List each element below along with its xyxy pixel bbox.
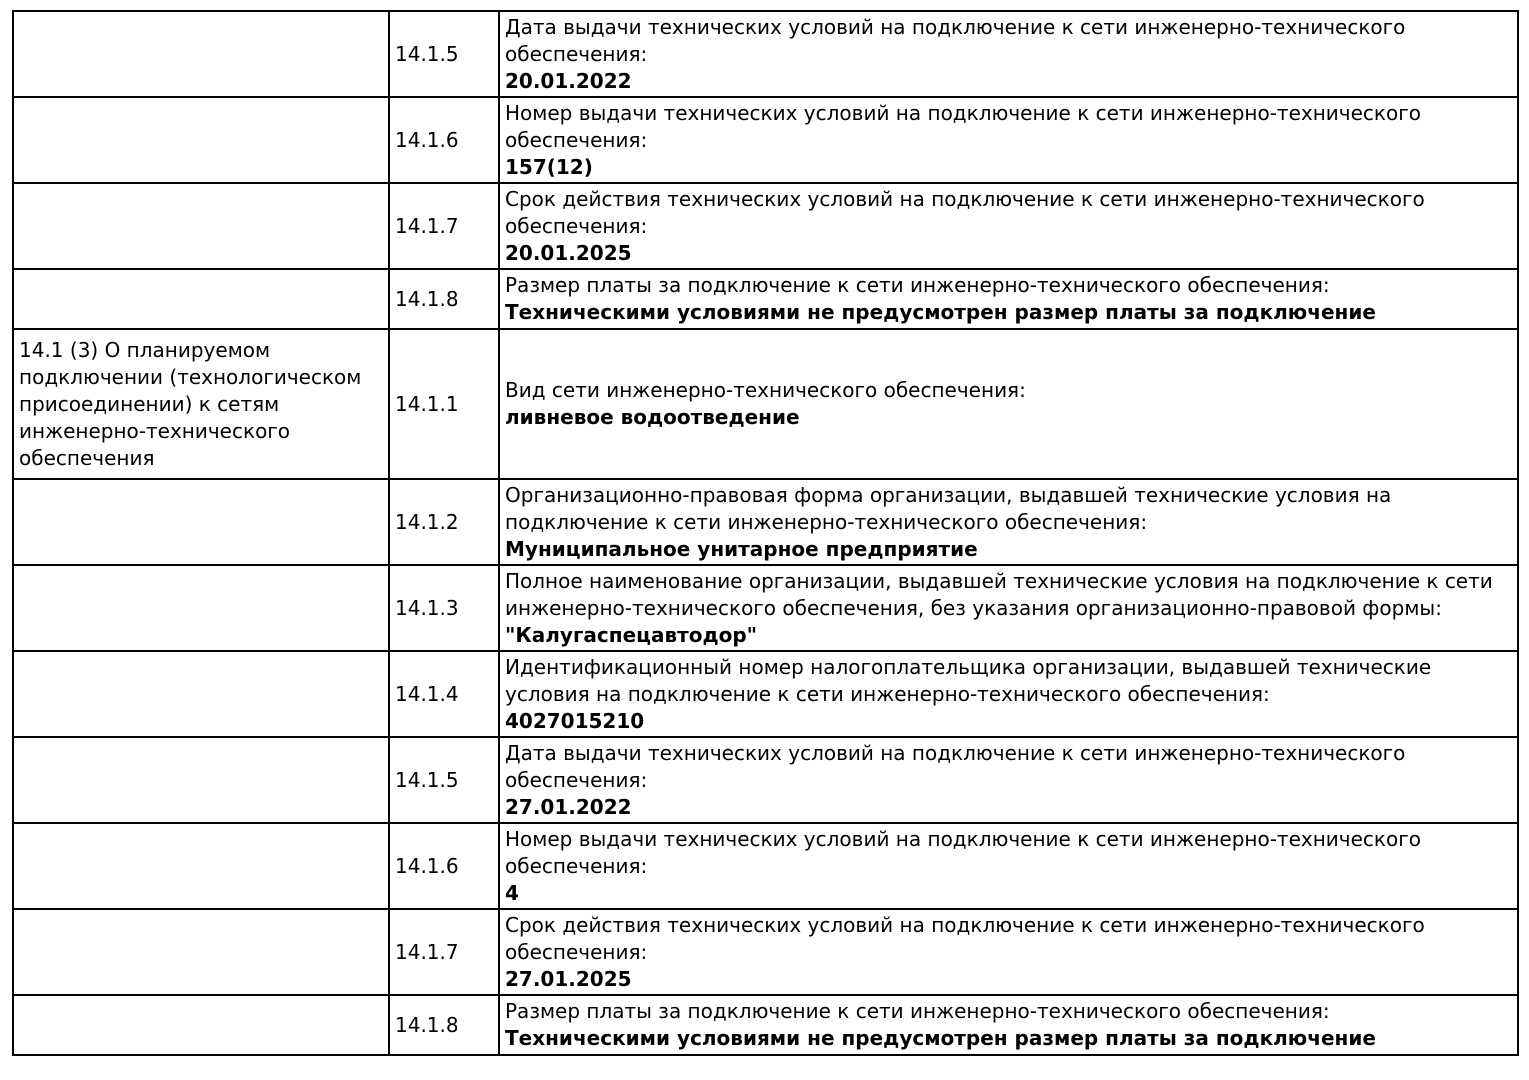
tech-conditions-table xyxy=(12,10,1519,1056)
field-value: "Калугаспецавтодор" xyxy=(505,622,758,647)
code-cell: 14.1.7 xyxy=(389,183,499,269)
code-cell: 14.1.5 xyxy=(389,11,499,97)
code-cell: 14.1.7 xyxy=(389,909,499,995)
field-value: 20.01.2022 xyxy=(505,68,632,93)
table-row xyxy=(13,11,1518,97)
field-label: Дата выдачи технических условий на подключение к сети инженерно-технического обеспечения: xyxy=(505,740,1406,792)
content-cell xyxy=(499,269,1518,329)
table-row-section xyxy=(13,329,1518,479)
table-row xyxy=(13,269,1518,329)
field-label: Полное наименование организации, выдавшей технические условия на подключение к сети инженерно-технического обеспечения, без указания организационно-правовой формы: xyxy=(505,568,1493,620)
content-cell xyxy=(499,565,1518,651)
field-label: Срок действия технических условий на подключение к сети инженерно-технического обеспечения: xyxy=(505,186,1425,238)
field-label: Номер выдачи технических условий на подключение к сети инженерно-технического обеспечения: xyxy=(505,100,1421,152)
code-cell: 14.1.3 xyxy=(389,565,499,651)
table-row xyxy=(13,909,1518,995)
field-value: ливневое водоотведение xyxy=(505,405,800,429)
table-row xyxy=(13,651,1518,737)
section-cell: 14.1 (3) О планируемом подключении (технологическом присоединении) к сетям инженерно-технического обеспечения xyxy=(13,329,389,479)
code-cell: 14.1.2 xyxy=(389,479,499,565)
table-row xyxy=(13,995,1518,1055)
section-cell xyxy=(13,909,389,995)
table-row xyxy=(13,823,1518,909)
field-label: Срок действия технических условий на подключение к сети инженерно-технического обеспечения: xyxy=(505,912,1425,964)
field-value: 20.01.2025 xyxy=(505,240,632,265)
field-value: 4 xyxy=(505,880,519,905)
content-cell xyxy=(499,995,1518,1055)
section-cell xyxy=(13,995,389,1055)
section-cell xyxy=(13,479,389,565)
field-value: 27.01.2025 xyxy=(505,966,632,991)
code-cell: 14.1.4 xyxy=(389,651,499,737)
content-cell xyxy=(499,651,1518,737)
content-cell xyxy=(499,97,1518,183)
field-value: 27.01.2022 xyxy=(505,794,632,819)
field-label: Вид сети инженерно-технического обеспечения: xyxy=(505,378,1026,402)
section-cell xyxy=(13,823,389,909)
section-cell xyxy=(13,737,389,823)
table-row xyxy=(13,565,1518,651)
field-value: Техническими условиями не предусмотрен размер платы за подключение xyxy=(505,300,1376,324)
table-body xyxy=(13,11,1518,1055)
code-cell: 14.1.8 xyxy=(389,269,499,329)
table-row xyxy=(13,183,1518,269)
content-cell xyxy=(499,909,1518,995)
table-row xyxy=(13,737,1518,823)
field-value: 4027015210 xyxy=(505,708,645,733)
content-cell xyxy=(499,183,1518,269)
content-cell xyxy=(499,329,1518,479)
table-row xyxy=(13,97,1518,183)
code-cell: 14.1.1 xyxy=(389,329,499,479)
field-label: Организационно-правовая форма организации, выдавшей технические условия на подключение к сети инженерно-технического обеспечения: xyxy=(505,482,1392,534)
code-cell: 14.1.5 xyxy=(389,737,499,823)
section-cell xyxy=(13,183,389,269)
section-cell xyxy=(13,269,389,329)
field-label: Размер платы за подключение к сети инженерно-технического обеспечения: xyxy=(505,273,1330,297)
field-value: Техническими условиями не предусмотрен размер платы за подключение xyxy=(505,1026,1376,1050)
field-label: Дата выдачи технических условий на подключение к сети инженерно-технического обеспечения: xyxy=(505,14,1406,66)
table-row xyxy=(13,479,1518,565)
field-value: Муниципальное унитарное предприятие xyxy=(505,536,978,561)
content-cell xyxy=(499,11,1518,97)
section-cell xyxy=(13,565,389,651)
content-cell xyxy=(499,479,1518,565)
code-cell: 14.1.6 xyxy=(389,97,499,183)
section-cell xyxy=(13,11,389,97)
code-cell: 14.1.8 xyxy=(389,995,499,1055)
section-cell xyxy=(13,651,389,737)
field-value: 157(12) xyxy=(505,154,593,179)
field-label: Идентификационный номер налогоплательщика организации, выдавшей технические условия на подключение к сети инженерно-технического обеспечения: xyxy=(505,654,1432,706)
content-cell xyxy=(499,737,1518,823)
section-cell xyxy=(13,97,389,183)
field-label: Размер платы за подключение к сети инженерно-технического обеспечения: xyxy=(505,999,1330,1023)
code-cell: 14.1.6 xyxy=(389,823,499,909)
field-label: Номер выдачи технических условий на подключение к сети инженерно-технического обеспечения: xyxy=(505,826,1421,878)
content-cell xyxy=(499,823,1518,909)
